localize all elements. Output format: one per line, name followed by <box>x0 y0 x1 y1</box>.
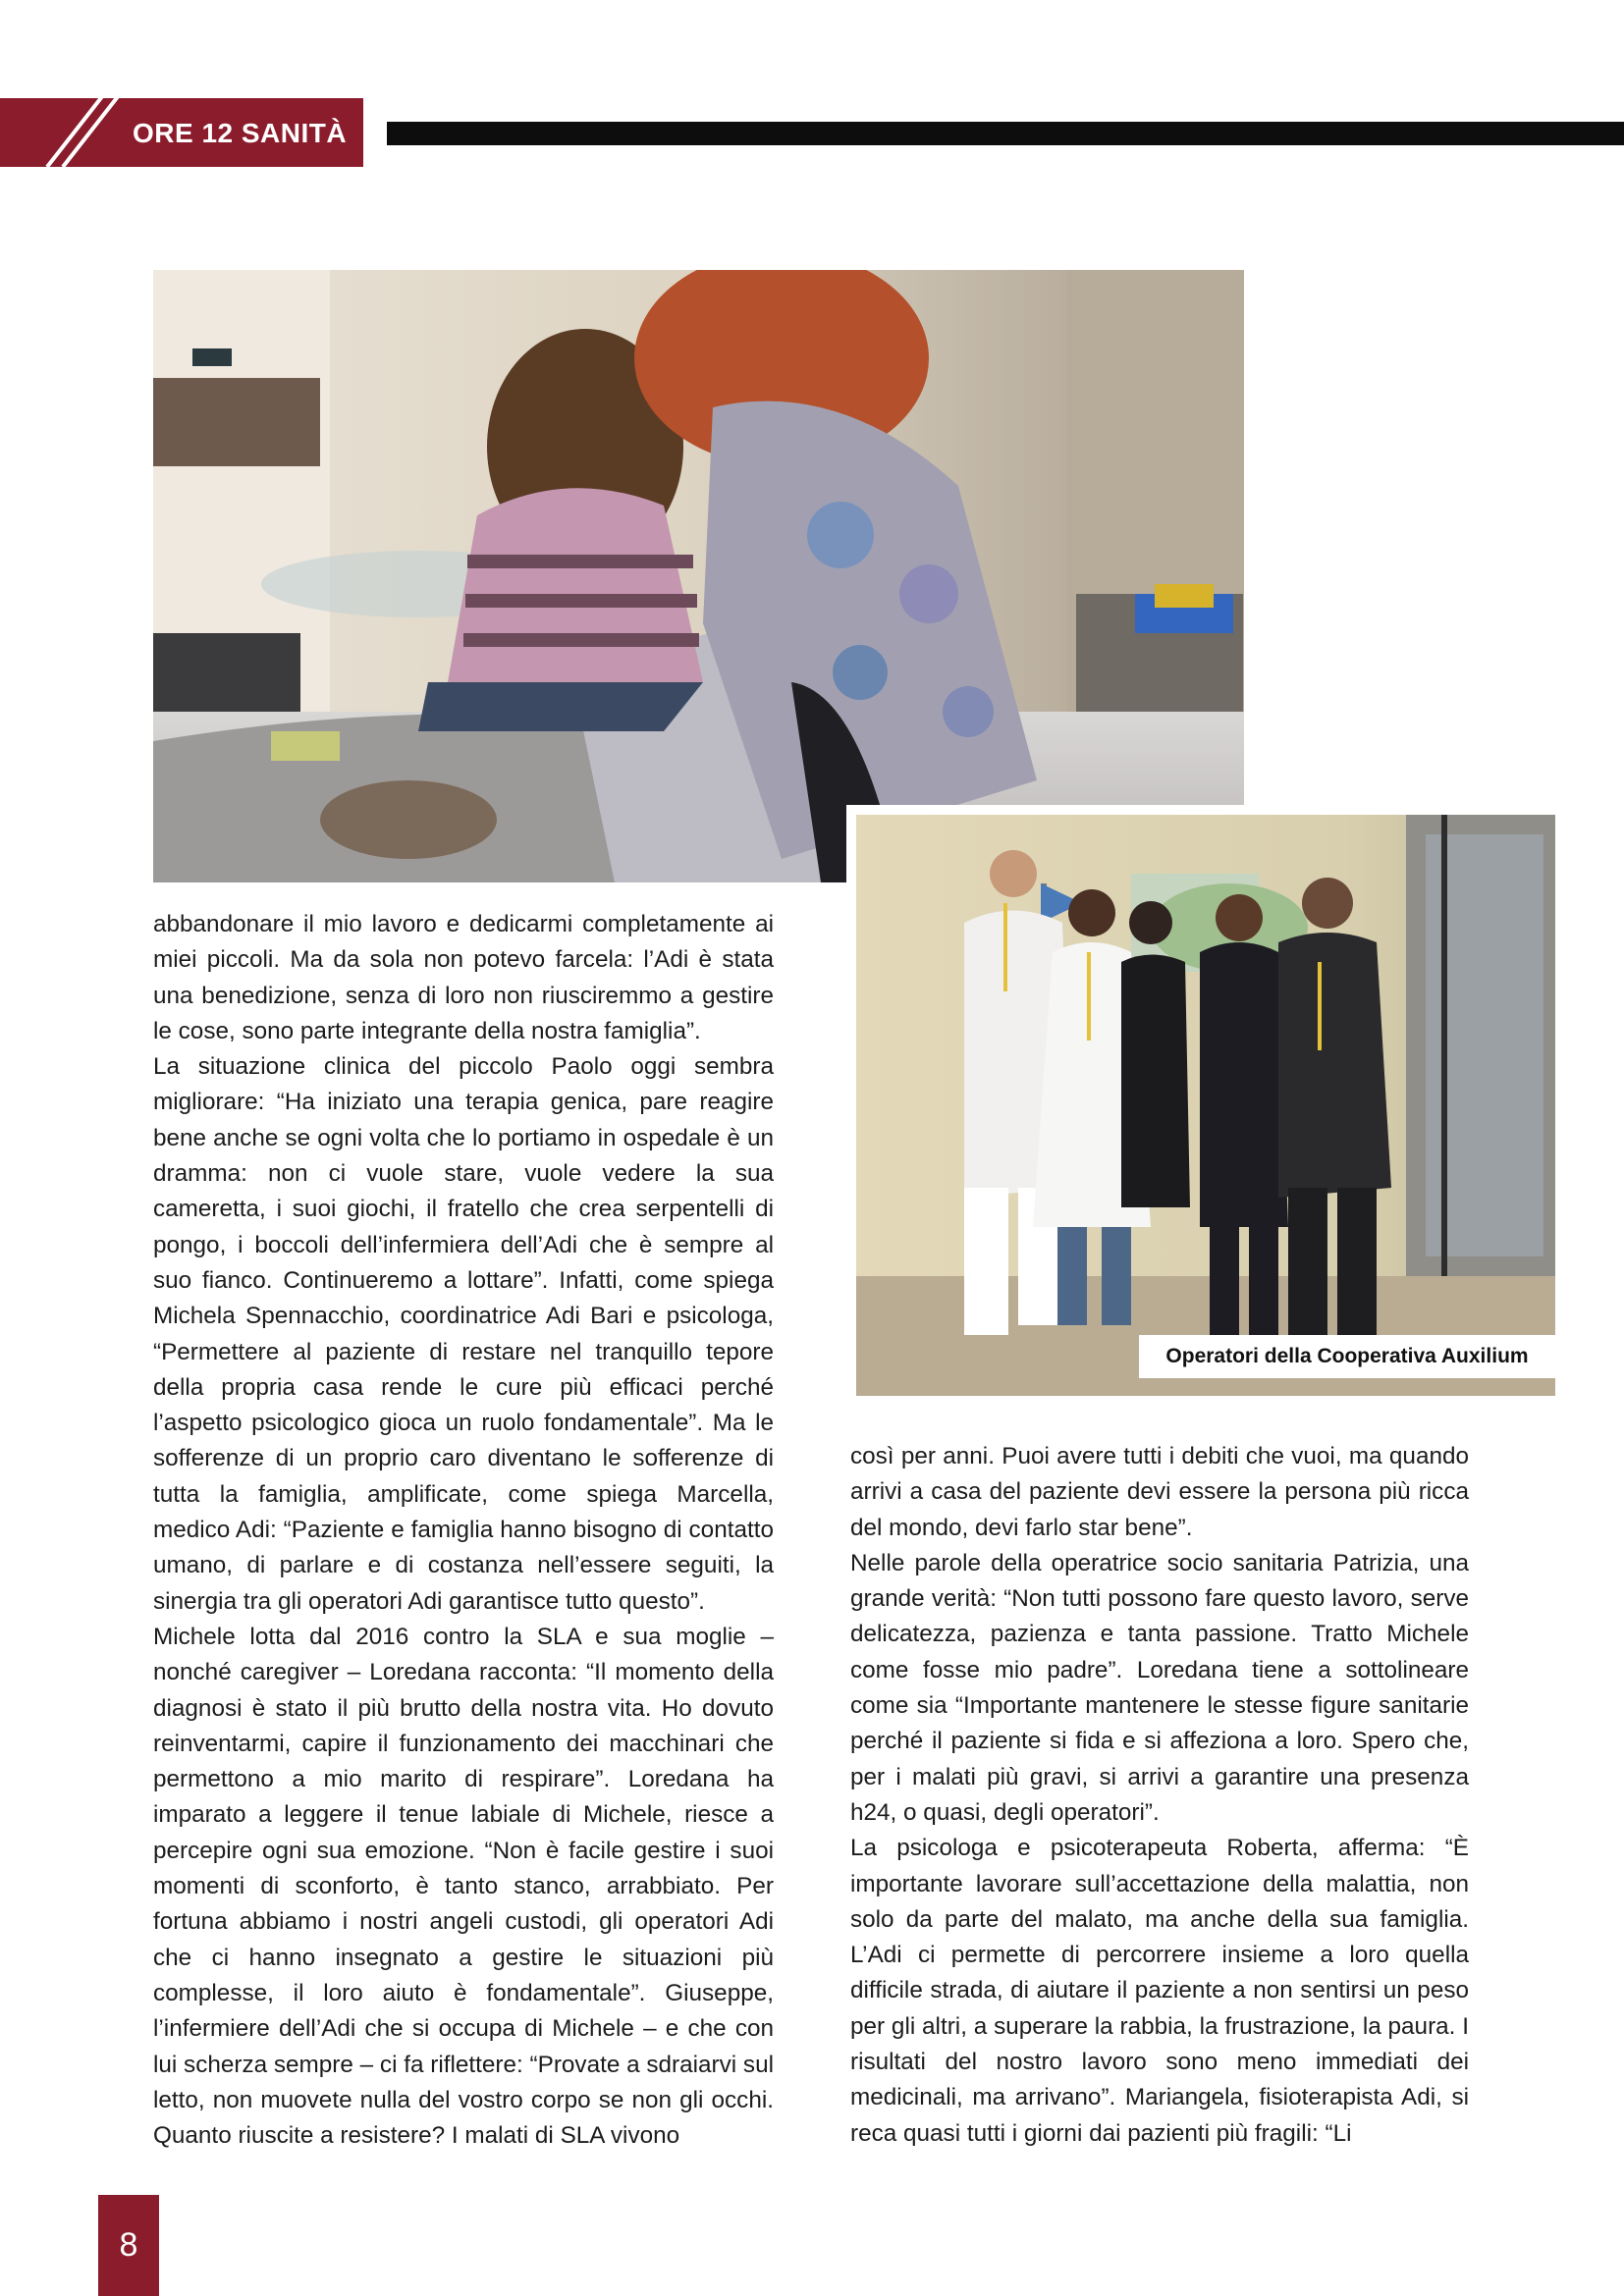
section-header-tab <box>0 98 363 167</box>
page-number: 8 <box>119 2226 138 2264</box>
page-number-tab <box>98 2195 159 2296</box>
header-stripe-decoration <box>45 98 109 167</box>
section-label: ORE 12 SANITÀ <box>133 118 348 148</box>
paragraph: abbandonare il mio lavoro e dedicarmi completamente ai miei piccoli. Ma da sola non potevo farcela: l’Adi è stata una benedizione, senza di loro non riusciremmo a gestire le cose, sono parte integrante della nostra famiglia”. <box>153 911 774 1044</box>
paragraph: La situazione clinica del piccolo Paolo oggi sembra migliorare: “Ha iniziato una terapia genica, pare reagire bene anche se ogni volta che lo portiamo in ospedale è un dramma: non ci vuole stare, vuole vedere la sua cameretta, i suoi giochi, il fratello che crea serpentelli di pongo, i boccoli dell’infermiera dell’Adi che è sempre al suo fianco. Continueremo a lottare”. Infatti, come spiega Michela Spennacchio, coordinatrice Adi Bari e psicologa, “Permettere al paziente di restare nel tranquillo tepore della propria casa rende le cure più efficaci perché l’aspetto psicologico gioca un ruolo fondamentale”. Ma le sofferenze di un proprio caro diventano le sofferenze di tutta la famiglia, amplificate, come spiega Marcella, medico Adi: “Paziente e famiglia hanno bisogno di contatto umano, di parlare e di costanza nell’essere seguiti, la sinergia tra gli operatori Adi garantisce tutto questo”. <box>153 1053 774 1615</box>
paragraph: Michele lotta dal 2016 contro la SLA e sua moglie – nonché caregiver – Loredana racconta: “Il momento della diagnosi è stato il più brutto della nostra vita. Ho dovuto reinventarmi, capire il funzionamento dei macchinari che permettono a mio marito di respirare”. Loredana ha imparato a leggere il tenue labiale di Michele, riesce a percepire ogni sua emozione. “Non è facile gestire i suoi momenti di sconforto, è tanto stanco, arrabbiato. Per fortuna abbiamo i nostri angeli custodi, gli operatori Adi che ci hanno insegnato a gestire le situazioni più complesse, il loro aiuto è fondamentale”. Giuseppe, l’infermiere dell’Adi che si occupa di Michele – e che con lui scherza sempre – ci fa riflettere: “Provate a sdraiarvi sul letto, non muovete nulla del vostro corpo se non gli occhi. Quanto riuscite a resistere? I malati di SLA vivono <box>153 1623 774 2150</box>
paragraph: Nelle parole della operatrice socio sanitaria Patrizia, una grande verità: “Non tutti possono fare questo lavoro, serve delicatezza, pazienza e tanta passione. Tratto Michele come fosse mio padre”. Loredana tiene a sottolineare come sia “Importante mantenere le stesse figure sanitarie perché il paziente si fida e si affeziona a loro. Spero che, per i malati più gravi, si arrivi a garantire una presenza h24, o quasi, degli operatori”. <box>850 1549 1469 1826</box>
article-column-right <box>850 1439 1469 2152</box>
article-column-left <box>153 907 774 2154</box>
paragraph: La psicologa e psicoterapeuta Roberta, afferma: “È importante lavorare sull’accettazione della malattia, non solo da parte del malato, ma anche della sua famiglia. L’Adi ci permette di percorrere insieme a loro quella difficile strada, di aiutare il paziente a non sentirsi un peso per gli altri, a superare la rabbia, la frustrazione, la paura. I risultati del nostro lavoro sono meno immediati dei medicinali, ma arrivano”. Mariangela, fisioterapista Adi, si reca quasi tutti i giorni dai pazienti più fragili: “Li <box>850 1835 1469 2147</box>
photo-caption: Operatori della Cooperativa Auxilium <box>1139 1335 1555 1378</box>
paragraph: così per anni. Puoi avere tutti i debiti che vuoi, ma quando arrivi a casa del paziente devi essere la persona più ricca del mondo, devi farlo star bene”. <box>850 1443 1469 1541</box>
photo-group-operators <box>856 815 1555 1396</box>
header-rule-bar <box>387 122 1624 145</box>
photo-home-care <box>153 270 1244 882</box>
